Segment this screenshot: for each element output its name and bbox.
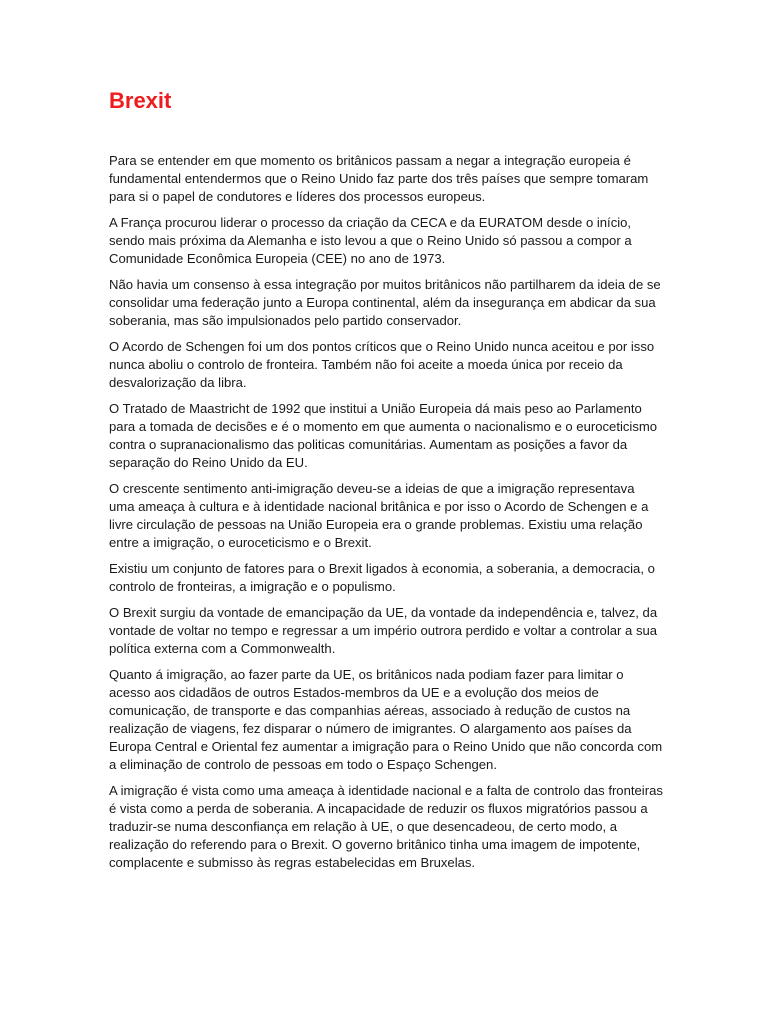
document-body bbox=[109, 152, 663, 880]
paragraph-6: O crescente sentimento anti-imigração deveu-se a ideias de que a imigração representava uma ameaça à cultura e à identidade nacional britânica e por isso o Acordo de Schengen e a livre circulação de pessoas na União Europeia era o grande problemas. Existiu uma relação entre a imigração, o euroceticismo e o Brexit. bbox=[109, 481, 649, 550]
paragraph-4: O Acordo de Schengen foi um dos pontos críticos que o Reino Unido nunca aceitou e por isso nunca aboliu o controlo de fronteira. Também não foi aceite a moeda única por receio da desvalorização da libra. bbox=[109, 339, 655, 390]
paragraph-1: Para se entender em que momento os britânicos passam a negar a integração europeia é fundamental entendermos que o Reino Unido faz parte dos três países que sempre tomaram para si o papel de condutores e líderes dos processos europeus. bbox=[109, 153, 649, 204]
paragraph-3: Não havia um consenso à essa integração por muitos britânicos não partilharem da ideia de se consolidar uma federação junto a Europa continental, além da insegurança em abdicar da sua soberania, mas são impulsionados pelo partido conservador. bbox=[109, 277, 661, 328]
paragraph-8: O Brexit surgiu da vontade de emancipação da UE, da vontade da independência e, talvez, da vontade de voltar no tempo e regressar a um império outrora perdido e voltar a controlar a sua política externa com a Commonwealth. bbox=[109, 605, 658, 656]
paragraph-9: Quanto á imigração, ao fazer parte da UE, os britânicos nada podiam fazer para limitar o acesso aos cidadãos de outros Estados-membros da UE e a evolução dos meios de comunicação, de transporte e das companhias aéreas, associado à redução de custos na realização de viagens, fez disparar o número de imigrantes. O alargamento aos países da Europa Central e Oriental fez aumentar a imigração para o Reino Unido que não concorda com a eliminação de controlo de pessoas em todo o Espaço Schengen. bbox=[109, 667, 663, 772]
paragraph-10: A imigração é vista como uma ameaça à identidade nacional e a falta de controlo das fronteiras é vista como a perda de soberania. A incapacidade de reduzir os fluxos migratórios passou a traduzir-se numa desconfiança em relação à UE, o que desencadeou, de certo modo, a realização do referendo para o Brexit. O governo britânico tinha uma imagem de impotente, complacente e submisso às regras estabelecidas em Bruxelas. bbox=[109, 783, 663, 870]
paragraph-2: A França procurou liderar o processo da criação da CECA e da EURATOM desde o início, sendo mais próxima da Alemanha e isto levou a que o Reino Unido só passou a compor a Comunidade Econômica Europeia (CEE) no ano de 1973. bbox=[109, 215, 632, 266]
document-title: Brexit bbox=[109, 88, 172, 113]
paragraph-5: O Tratado de Maastricht de 1992 que institui a União Europeia dá mais peso ao Parlamento para a tomada de decisões e é o momento em que aumenta o nacionalismo e o euroceticismo contra o supranacionalismo das politicas comunitárias. Aumentam as posições a favor da separação do Reino Unido da EU. bbox=[109, 401, 658, 470]
paragraph-7: Existiu um conjunto de fatores para o Brexit ligados à economia, a soberania, a democracia, o controlo de fronteiras, a imigração e o populismo. bbox=[109, 561, 655, 594]
